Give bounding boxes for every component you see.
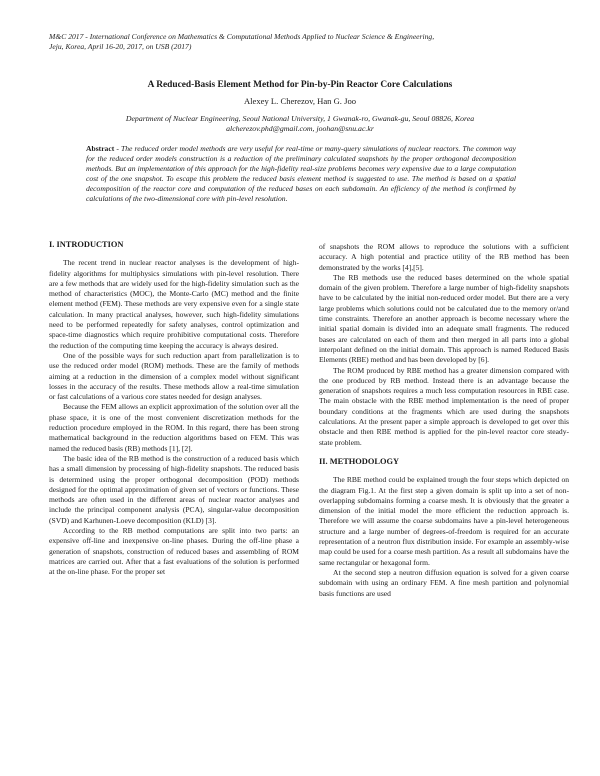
section-heading-introduction: I. INTRODUCTION [49, 240, 124, 249]
section-heading-methodology: II. METHODOLOGY [319, 456, 400, 466]
intro-paragraph-continued: of snapshots the ROM allows to reproduce the solutions with a sufficient accuracy. A high potential and practice utility of the RB method has been demonstrated by the works [4],[5]. [319, 242, 569, 272]
method-paragraph-1: The RBE method could be explained trough the four steps which depicted on the diagram Fig.1. At the first step a given domain is split up into a set of non-overlapping subdomains forming a coarse mesh. It is obviously that the greater a dimension of the initial model the more efficient the reduction approach is. Therefore we will assume the coarse subdomains have a pin-level heterogeneous structure and a large number of degrees-of-freedom is required for an accurate representation of a neutron flux distribution inside. For example an assembly-wise map could be used for a coarse mesh partition. As a result all subdomains have the same rectangular or hexagonal form. [319, 475, 569, 567]
affiliation-emails: alcherezov.phd@gmail.com, joohan@snu.ac.kr [226, 124, 374, 134]
left-column [49, 240, 299, 578]
header-line-1: M&C 2017 - International Conference on Mathematics & Computational Methods Applied to Nuclear Science & Engineering, [49, 32, 435, 41]
affiliation [60, 114, 540, 134]
intro-paragraph-1: The recent trend in nuclear reactor analyses is the development of high-fidelity algorithms for multiphysics simulations with pin-level resolution. There are a few methods that are widely used for the high-fidelity simulation such as the method of characteristics (MOC), the Monte-Carlo (MC) method and the finite element method (FEM). These methods are very expensive even for a single state calculation. In many practical analyses, however, such high-fidelity simulations need to be performed repeatedly for safety analyses, control optimization and space-time diagnostics which require prohibitive computational costs. Therefore the reduction of the computing time keeping the accuracy is always desired. [49, 258, 299, 350]
conference-header [49, 32, 559, 53]
intro-paragraph-5: According to the RB method computations are split into two parts: an expensive off-line and inexpensive on-line phases. During the off-line phase a generation of snapshots, construction of reduced bases and assembling of ROM matrices are carried out. After that a fast evaluations of the solution is performed at the on-line phase. For the proper set [49, 526, 299, 577]
abstract-label: Abstract [86, 144, 115, 153]
intro-paragraph-3: Because the FEM allows an explicit approximation of the solution over all the phase space, it is one of the most convenient discretization methods for the reduction procedure employed in the ROM. In this regard, there has been strong mathematical background in the reduction algorithms based on FEM. This was named the reduced basis (RB) methods [1], [2]. [49, 402, 299, 453]
intro-paragraph-4: The basic idea of the RB method is the construction of a reduced basis which has a small dimension by processing of high-fidelity snapshots. The reduced basis is determined using the proper orthogonal decomposition (POD) methods designed for the optimal approximation of given set of vectors or functions. These methods are often used in the different areas of nuclear reactor analyses and include the principal component analysis (PCA), singular-value decomposition (SVD) and Karhunen-Loeve decomposition (KLD) [3]. [49, 453, 299, 525]
intro-paragraph-6: The RB methods use the reduced bases determined on the whole spatial domain of the given problem. Therefore a large number of high-fidelity snapshots have to be calculated by the initial non-reduced order model. But there are a very large problems which solutions could not be calculated due to the memory or/and time constraints. Therefore an another approach is become necessary where the initial spatial domain is divided into an adequate small fragments. The reduced bases are calculated on each of them and then merged in all parts into a global interpolant defined on the initial domain. This approach is named Reduced Basis Elements (RBE) method and has been developed by [6]. [319, 272, 569, 365]
right-column [319, 242, 569, 599]
header-line-2: Jeju, Korea, April 16-20, 2017, on USB (2017) [49, 42, 192, 52]
abstract-text: - The reduced order model methods are very useful for real-time or many-query simulations of nuclear reactors. The common way for the reduced order models construction is a reduction of the preliminary calculated snapshots by the proper orthogonal decomposition methods. But an implementation of this approach for the high-fidelity real-size problems becomes very expensive due to a large computation cost of the one snapshot. To escape this problem the reduced basis element method is suggested to use. The method is based on a spatial decomposition of the reactor core and computation of the reduced bases on each subdomain. An efficiency of the method is confirmed by calculations of the two-dimensional core with pin-level resolution. [86, 144, 516, 204]
intro-paragraph-2: One of the possible ways for such reduction apart from parallelization is to use the reduced order model (ROM) methods. These are the family of methods aiming at a reduction in the dimension of a complex model without significant losses in the accuracy of the results. These methods allow a real-time simulation or fast calculations of a various core states needed for design analyses. [49, 350, 299, 402]
method-paragraph-2: At the second step a neutron diffusion equation is solved for a given coarse subdomain with using an ordinary FEM. A fine mesh partition and polynomial basis functions are used [319, 567, 569, 598]
paper-authors: Alexey L. Cherezov, Han G. Joo [243, 96, 357, 106]
intro-paragraph-7: The ROM produced by RBE method has a greater dimension compared with the one produced by RB method. Instead there is an advantage because the generation of snapshots requires a much less computation resources in RBE case. The main obstacle with the RBE method implementation is the need of proper boundary conditions at the fragments which are used during the snapshots calculations. At the present paper a simple approach is developed to get over this obstacle and then RBE method is applied for the pin-level reactor core steady-state problem. [319, 365, 569, 447]
abstract [86, 144, 516, 205]
affiliation-address: Department of Nuclear Engineering, Seoul National University, 1 Gwanak-ro, Gwanak-gu, Seoul 08826, Korea [125, 114, 475, 123]
paper-title: A Reduced-Basis Element Method for Pin-by-Pin Reactor Core Calculations [147, 80, 453, 90]
